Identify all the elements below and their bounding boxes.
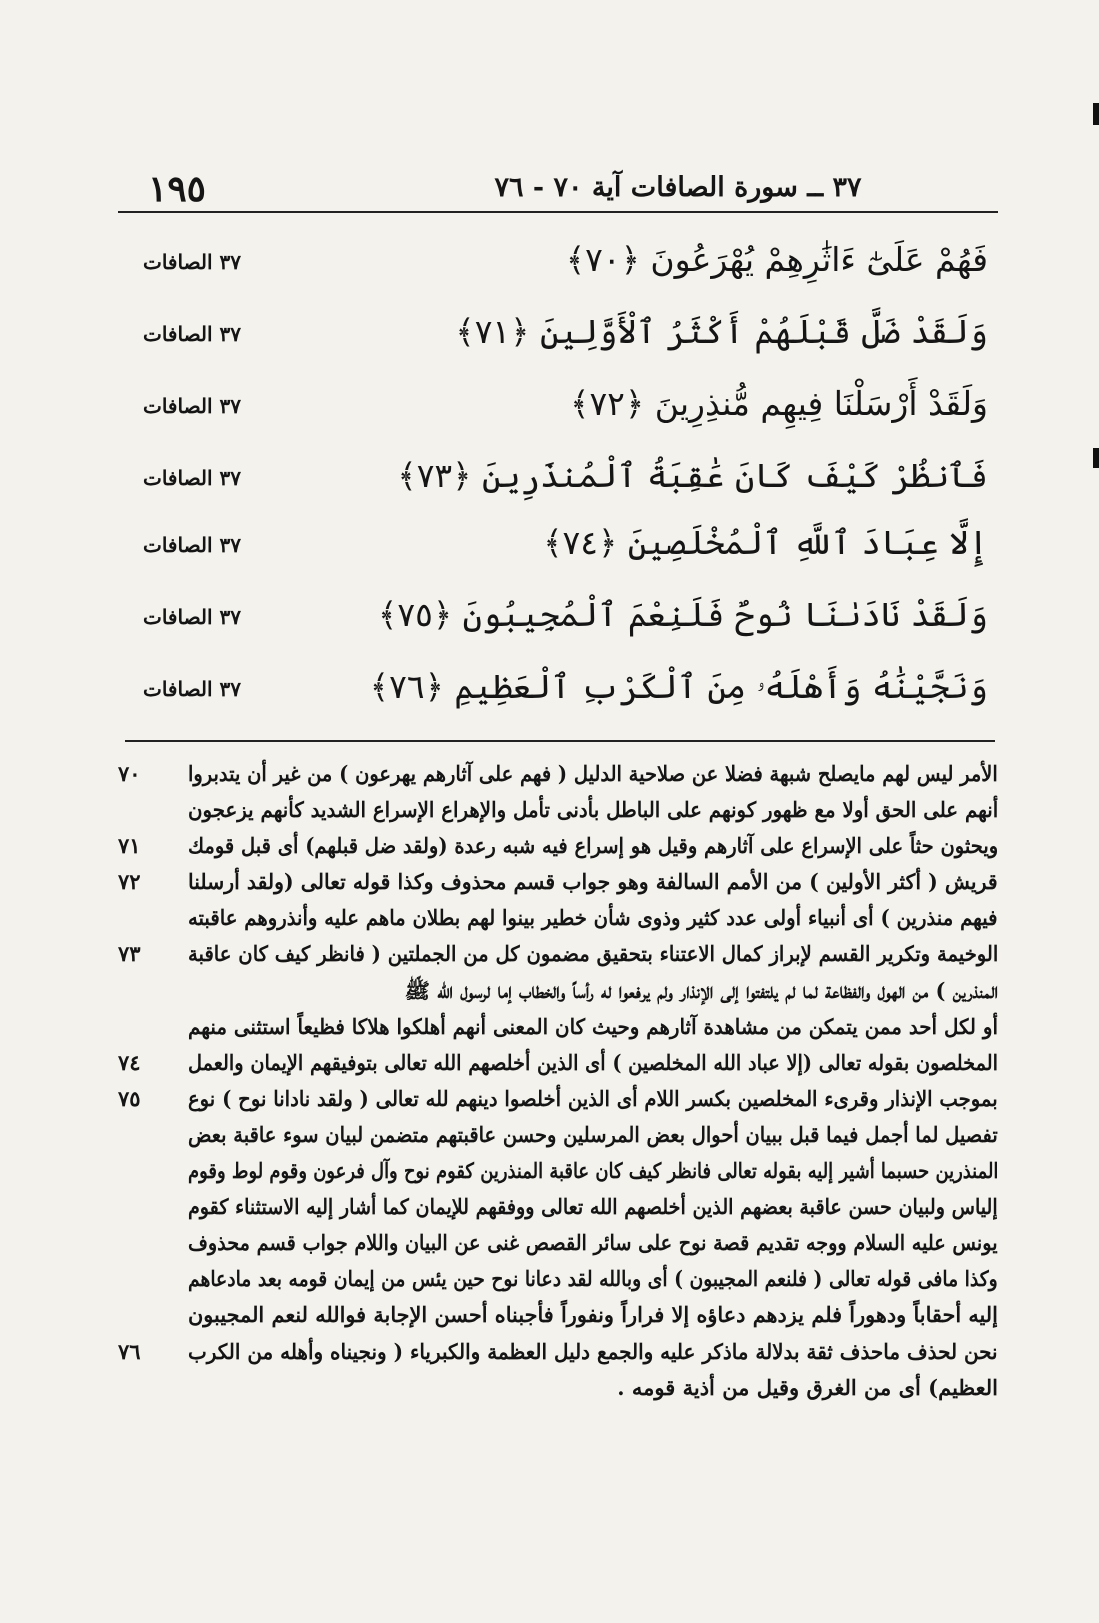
commentary-text: الأمر ليس لهم مايصلح شبهة فضلا عن صلاحية الدليل ( فهم على آثارهم يهرعون ) من غير أن يتدبروا	[188, 761, 998, 786]
running-title: ٣٧ ــ سورة الصافات آية ٧٠ - ٧٦	[494, 172, 862, 203]
commentary-text: أنهم على الحق أولا مع ظهور كونهم على الباطل بأدنى تأمل والإهراع الإسراع الشديد كأنهم يزعجون	[187, 797, 998, 823]
verse-line	[118, 312, 988, 372]
verse-number: ٧٤	[118, 1049, 141, 1075]
commentary-text: إليه أحقاباً ودهوراً فلم يزدهم دعاؤه إلا فراراً ونفوراً فأجبناه أحسن الإجابة فوالله لنعم المجيبون	[188, 1302, 998, 1328]
commentary-line	[118, 1261, 998, 1297]
verse-source: ٣٧ الصافات	[143, 605, 242, 629]
verse-source: ٣٧ الصافات	[143, 533, 242, 557]
commentary-text: يونس عليه السلام ووجه تقديم قصة نوح على سائر القصص غنى عن البيان واللام جواب قسم محذوف	[188, 1230, 998, 1256]
commentary-line	[118, 1117, 998, 1153]
verse-number: ٧٢	[118, 869, 141, 895]
commentary-line	[118, 900, 998, 936]
verse-source: ٣٧ الصافات	[143, 677, 242, 701]
commentary-text: المخلصون بقوله تعالى (إلا عباد الله المخلصين ) أى الذين أخلصهم الله تعالى بتوفيقهم الإيمان والعمل	[188, 1049, 998, 1075]
commentary-text: ويحثون حثاً على الإسراع على آثارهم وقيل هو إسراع فيه شبه رعدة (ولقد ضل قبلهم) أى قبل قومك	[187, 833, 998, 859]
commentary-line	[118, 1153, 998, 1189]
verse-number: ٧١	[118, 833, 141, 859]
commentary-block	[118, 756, 998, 1406]
verse-number: ٧٠	[118, 761, 141, 786]
verse-number: ٧٦	[118, 1338, 141, 1364]
commentary-text: تفصيل لما أجمل فيما قبل ببيان أحوال بعض المرسلين وحسن عاقبتهم متضمن لبيان سوء عاقبة بعض	[188, 1121, 998, 1147]
commentary-text: إلياس ولبيان حسن عاقبة بعضهم الذين أخلصهم الله تعالى ووفقهم للإيمان كما أشار إليه الاستثناء كقوم	[188, 1194, 998, 1220]
header-rule	[118, 211, 998, 213]
commentary-line	[118, 936, 998, 972]
verse-line	[118, 595, 988, 655]
commentary-text: بموجب الإنذار وقرىء المخلصين بكسر اللام أى الذين أخلصوا دينهم لله تعالى ( ولقد نادانا نوح ) نوع	[188, 1085, 998, 1111]
commentary-line	[118, 864, 998, 900]
commentary-line	[118, 756, 998, 792]
commentary-line	[118, 973, 998, 1009]
verse-source: ٣٧ الصافات	[143, 322, 242, 346]
verse-number: ٧٥	[118, 1085, 141, 1111]
verse-text: وَلَقَدْ ضَلَّ قَبْلَهُمْ أَكْثَرُ ٱلْأَوَّلِينَ ﴿٧١﴾	[455, 312, 988, 351]
margin-mark	[1093, 103, 1099, 125]
commentary-text: العظيم) أى من الغرق وقيل من أذية قومه .	[617, 1374, 998, 1400]
commentary-line	[118, 1225, 998, 1261]
commentary-text: فيهم منذرين ) أى أنبياء أولى عدد كثير وذوى شأن خطير بينوا لهم بطلان ماهم عليه وأنذروهم عاقبته	[188, 905, 998, 931]
verse-line	[118, 667, 988, 727]
verse-line	[118, 523, 988, 583]
commentary-text: أو لكل أحد ممن يتمكن من مشاهدة آثارهم وحيث كان المعنى أنهم أهلكوا هلاكا فظيعاً استثنى منهم	[188, 1013, 998, 1039]
commentary-text: الوخيمة وتكرير القسم لإبراز كمال الاعتناء بتحقيق مضمون كل من الجملتين ( فانظر كيف كان عاقبة	[187, 941, 998, 967]
commentary-text: قريش ( أكثر الأولين ) من الأمم السالفة وهو جواب قسم محذوف وكذا قوله تعالى (ولقد أرسلنا	[188, 869, 998, 895]
page-number: ١٩٥	[148, 168, 207, 210]
commentary-line	[118, 1189, 998, 1225]
commentary-text: المنذرين ) من الهول والفظاعة لما لم يلتفتوا إلى الإنذار ولم يرفعوا له رأساً والخطاب إما لرسول الله ﷺ	[404, 977, 998, 1003]
verse-text: وَنَجَّيْنَٰهُ وَأَهْلَهُۥ مِنَ ٱلْكَرْبِ ٱلْعَظِيمِ ﴿٧٦﴾	[369, 667, 988, 706]
verse-line	[118, 384, 988, 444]
commentary-line	[118, 1045, 998, 1081]
commentary-line	[118, 1297, 998, 1333]
verse-number: ٧٣	[118, 941, 141, 967]
verse-text: فَهُمْ عَلَىٰٓ ءَاثَٰرِهِمْ يُهْرَعُونَ ﴿٧٠﴾	[565, 240, 988, 279]
verse-text: إِلَّا عِبَادَ ٱللَّهِ ٱلْمُخْلَصِينَ ﴿٧٤﴾	[543, 523, 988, 562]
verse-text: فَٱنظُرْ كَيْفَ كَانَ عَٰقِبَةُ ٱلْمُنذَرِينَ ﴿٧٣﴾	[397, 456, 988, 495]
commentary-line	[118, 1334, 998, 1370]
commentary-line	[118, 792, 998, 828]
verse-text: وَلَقَدْ نَادَىٰنَا نُوحٌ فَلَنِعْمَ ٱلْمُجِيبُونَ ﴿٧٥﴾	[378, 595, 988, 634]
commentary-line	[118, 828, 998, 864]
commentary-line	[118, 1009, 998, 1045]
commentary-line	[118, 1081, 998, 1117]
verse-source: ٣٧ الصافات	[143, 394, 242, 418]
commentary-line	[118, 1370, 998, 1406]
verse-text: وَلَقَدْ أَرْسَلْنَا فِيهِم مُّنذِرِينَ ﴿٧٢﴾	[570, 384, 988, 423]
verse-source: ٣٧ الصافات	[143, 250, 242, 274]
section-rule	[125, 740, 995, 742]
commentary-text: نحن لحذف ماحذف ثقة بدلالة ماذكر عليه والجمع دليل العظمة والكبرياء ( ونجيناه وأهله من الكرب	[188, 1338, 998, 1364]
verse-line	[118, 456, 988, 516]
page-header	[118, 168, 988, 214]
commentary-text: المنذرين حسبما أشير إليه بقوله تعالى فانظر كيف كان عاقبة المنذرين كقوم نوح وآل فرعون وقوم لوط وقوم	[187, 1158, 998, 1184]
margin-mark	[1093, 448, 1099, 468]
commentary-text: وكذا مافى قوله تعالى ( فلنعم المجيبون ) أى وبالله لقد دعانا نوح حين يئس من إيمان قومه بعد مادعاهم	[188, 1266, 998, 1292]
verse-line	[118, 240, 988, 300]
verse-source: ٣٧ الصافات	[143, 466, 242, 490]
